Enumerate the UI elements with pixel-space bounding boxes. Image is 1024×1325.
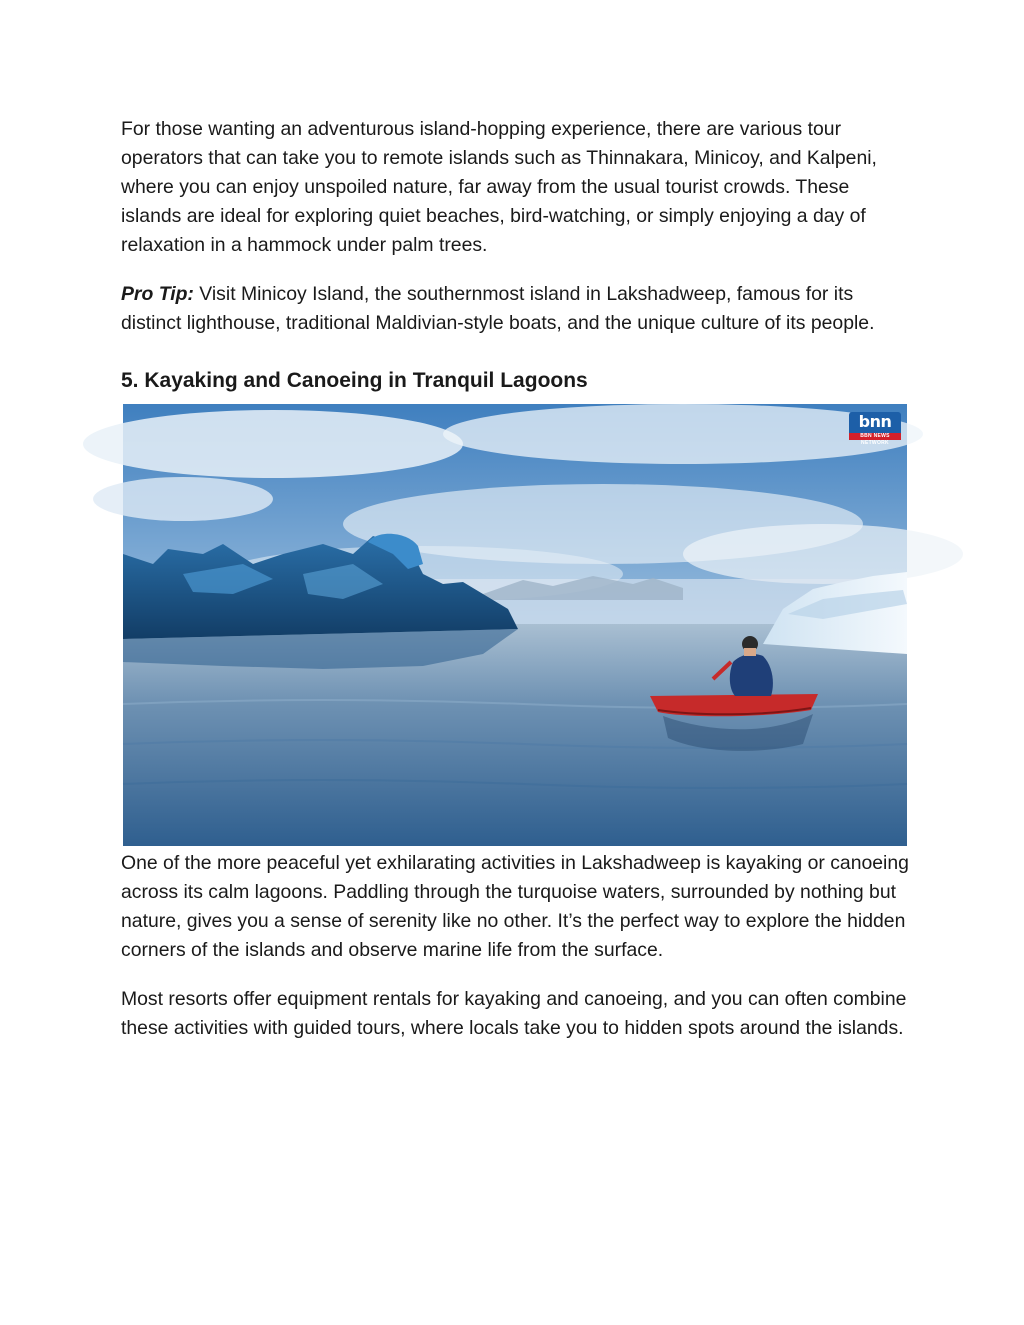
body-paragraph: One of the more peaceful yet exhilarating activities in Lakshadweep is kayaking or canoeing across its calm lagoons. Paddling through the turquoise waters, surrounded by nothing but nature, gives you a sense of serenity like no other. It’s the perfect way to explore the hidden corners of the islands and observe marine life from the surface. (121, 852, 909, 961)
section-heading: 5. Kayaking and Canoeing in Tranquil Lagoons (121, 369, 588, 392)
body-paragraph: Most resorts offer equipment rentals for kayaking and canoeing, and you can often combine these activities with guided tours, where locals take you to hidden spots around the islands. (121, 988, 907, 1039)
pro-tip-text: Visit Minicoy Island, the southernmost island in Lakshadweep, famous for its distinct lighthouse, traditional Maldivian-style boats, and the unique culture of its people. (121, 283, 875, 334)
pro-tip-paragraph (121, 280, 911, 338)
pro-tip-label: Pro Tip: (121, 283, 194, 305)
bnn-logo-mark: bnn (858, 412, 892, 431)
bnn-logo (849, 412, 901, 446)
document-page (121, 115, 911, 1043)
bnn-logo-strip: BBN NEWS NETWORK (849, 433, 901, 440)
kayaking-photo (123, 404, 907, 846)
intro-paragraph: For those wanting an adventurous island-hopping experience, there are various tour operators that can take you to remote islands such as Thinnakara, Minicoy, and Kalpeni, where you can enjoy unspoiled nature, far away from the usual tourist crowds. These islands are ideal for exploring quiet beaches, bird-watching, or simply enjoying a day of relaxation in a hammock under palm trees. (121, 118, 877, 256)
